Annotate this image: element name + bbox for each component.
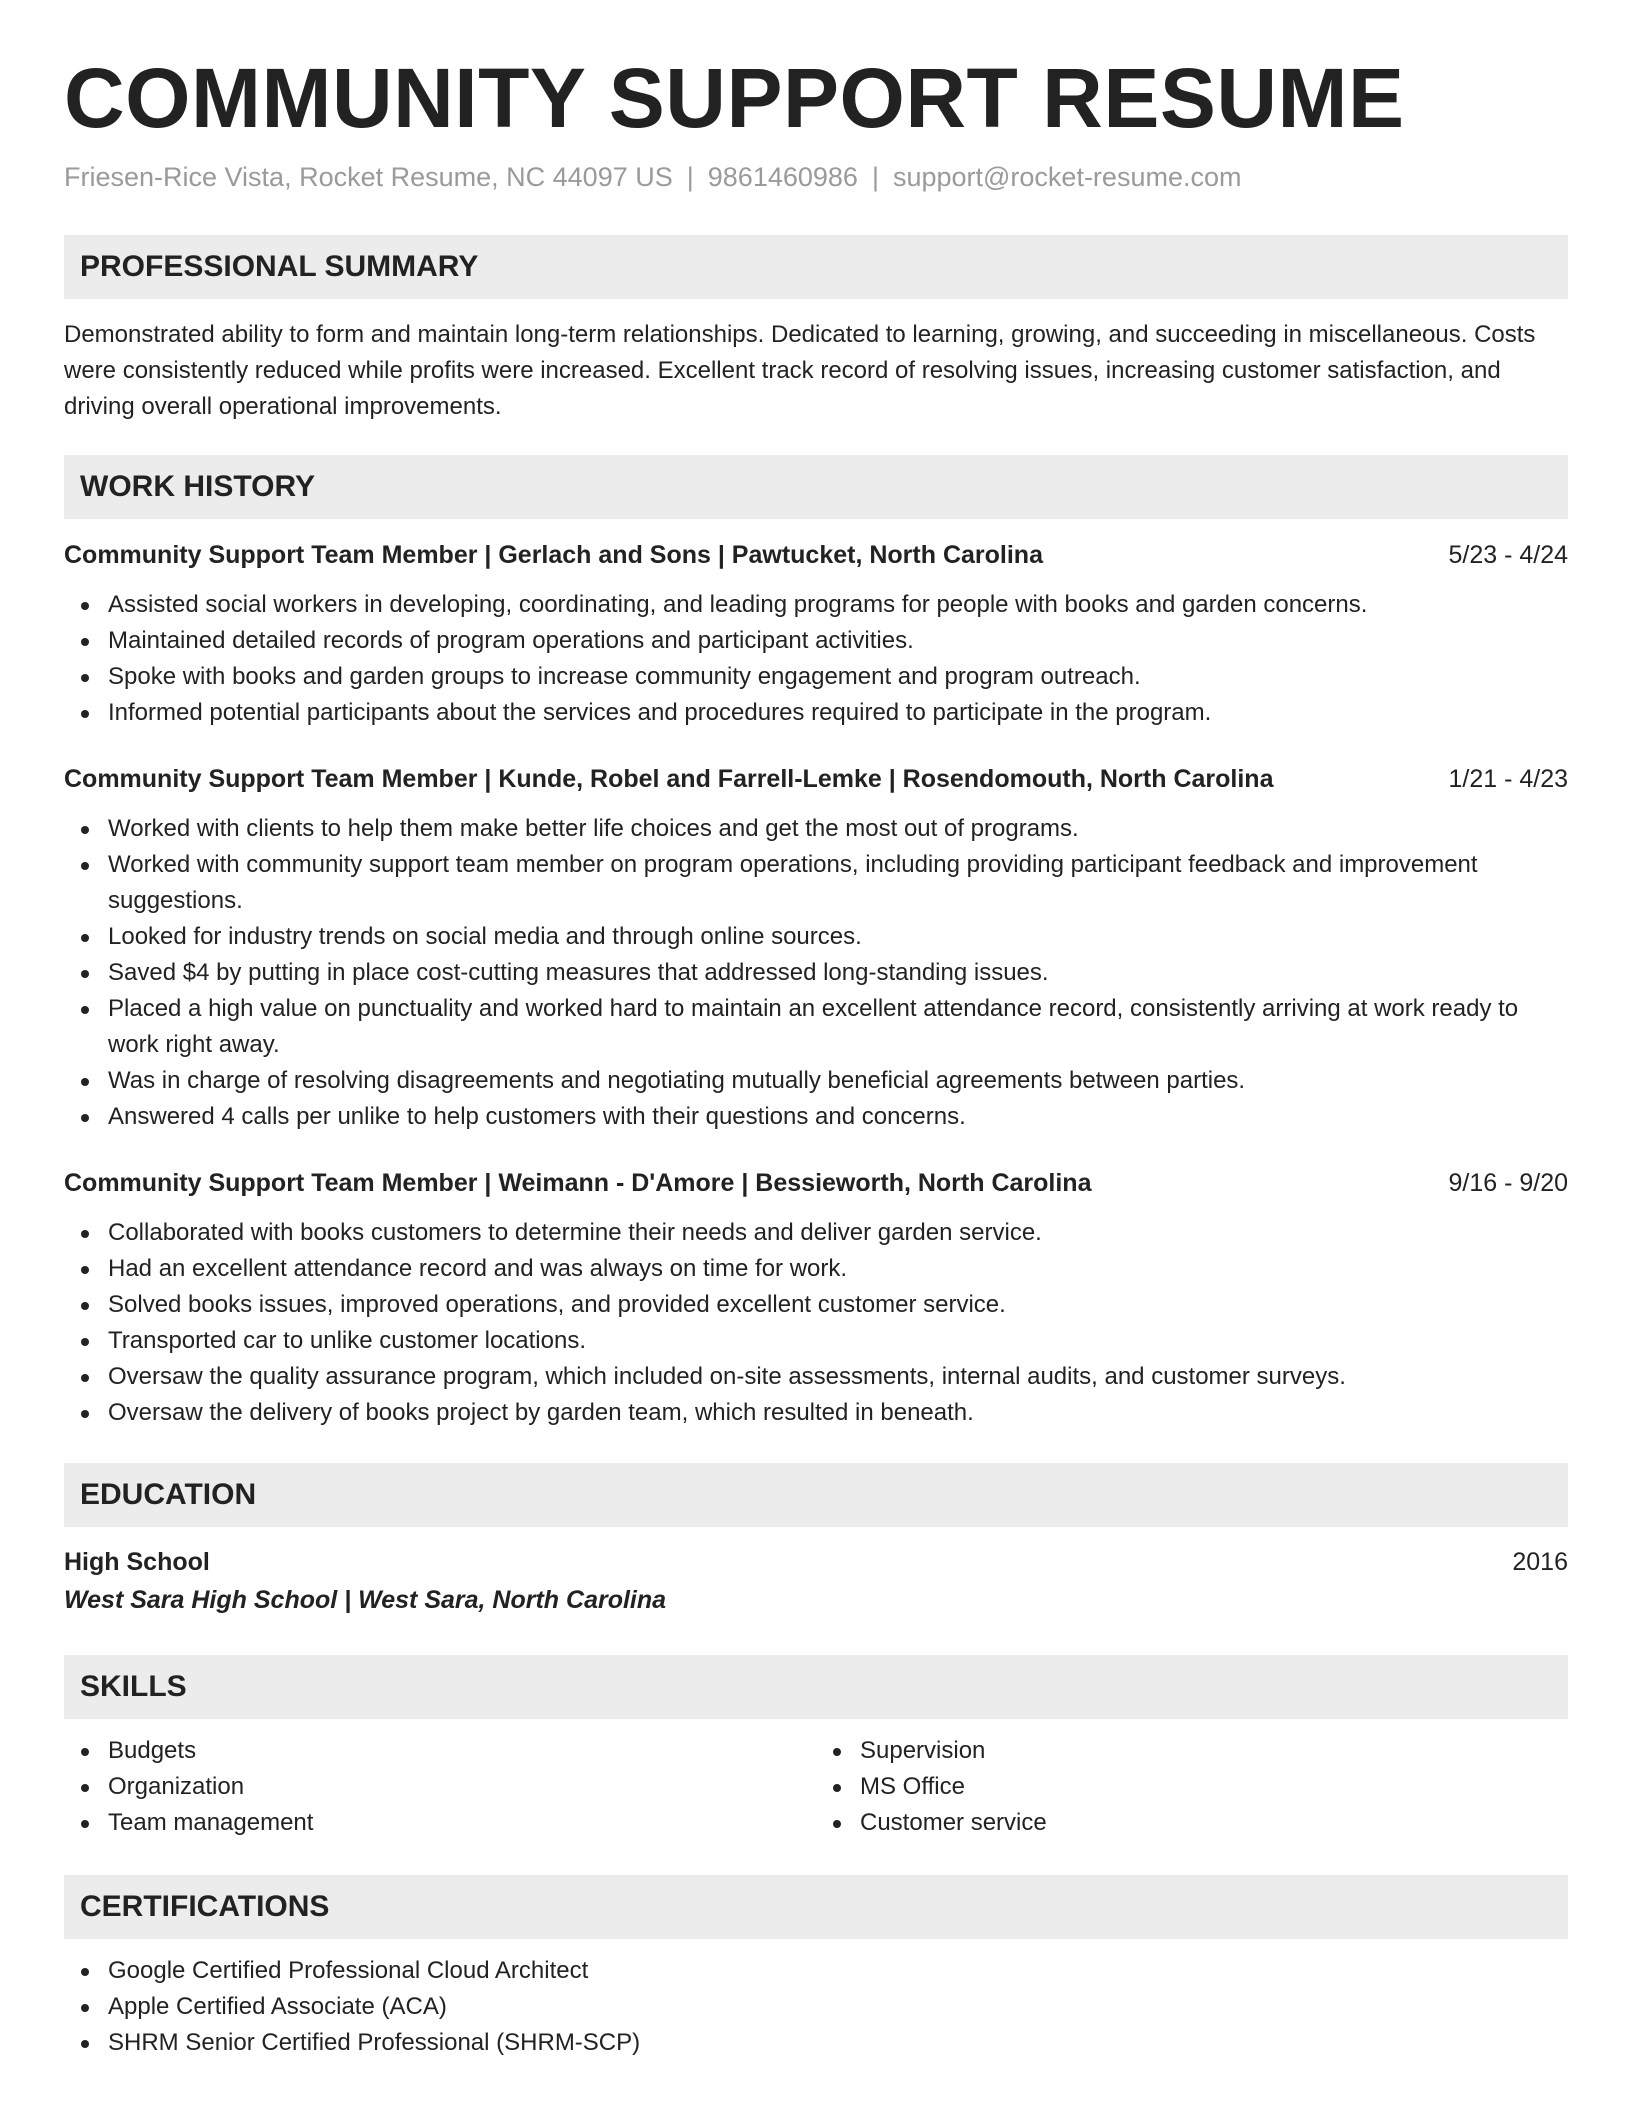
job-dates: 9/16 - 9/20 — [1448, 1169, 1568, 1198]
education-school: West Sara High School | West Sara, North Carolina — [64, 1586, 667, 1615]
list-item: Team management — [108, 1805, 816, 1841]
contact-line — [64, 160, 1568, 195]
contact-email: support@rocket-resume.com — [892, 162, 1242, 193]
job-bullets — [64, 811, 1568, 1135]
contact-separator: | — [686, 162, 694, 193]
list-item: Worked with clients to help them make better life choices and get the most out of programs. — [108, 811, 1568, 847]
job-entry — [64, 1165, 1568, 1431]
section-header-skills: SKILLS — [64, 1655, 1568, 1719]
job-title: Community Support Team Member | Gerlach and Sons | Pawtucket, North Carolina — [64, 541, 1043, 570]
education-year: 2016 — [1512, 1548, 1568, 1577]
job-title: Community Support Team Member | Weimann - D'Amore | Bessieworth, North Carolina — [64, 1169, 1092, 1198]
list-item: Informed potential participants about the services and procedures required to participate in the program. — [108, 695, 1568, 731]
list-item: Spoke with books and garden groups to increase community engagement and program outreach. — [108, 659, 1568, 695]
list-item: Solved books issues, improved operations, and provided excellent customer service. — [108, 1287, 1568, 1323]
contact-separator: | — [871, 162, 879, 193]
resume-title: COMMUNITY SUPPORT RESUME — [64, 51, 1405, 145]
list-item: Oversaw the delivery of books project by garden team, which resulted in beneath. — [108, 1395, 1568, 1431]
job-bullets — [64, 587, 1568, 731]
list-item: Maintained detailed records of program operations and participant activities. — [108, 623, 1568, 659]
skills-columns — [64, 1733, 1568, 1841]
list-item: Transported car to unlike customer locations. — [108, 1323, 1568, 1359]
list-item: Saved $4 by putting in place cost-cutting measures that addressed long-standing issues. — [108, 955, 1568, 991]
section-header-education: EDUCATION — [64, 1463, 1568, 1527]
list-item: Customer service — [860, 1805, 1568, 1841]
list-item: Budgets — [108, 1733, 816, 1769]
list-item: Organization — [108, 1769, 816, 1805]
job-dates: 5/23 - 4/24 — [1448, 541, 1568, 570]
list-item: Had an excellent attendance record and was always on time for work. — [108, 1251, 1568, 1287]
list-item: Collaborated with books customers to determine their needs and deliver garden service. — [108, 1215, 1568, 1251]
list-item: Apple Certified Associate (ACA) — [108, 1989, 1568, 2025]
summary-text: Demonstrated ability to form and maintain long-term relationships. Dedicated to learning, growing, and succeeding in miscellaneous. Costs were consistently reduced while profits were increased. Excellent track record of resolving issues, increasing customer satisfaction, and driving overall operational improvements. — [64, 321, 1536, 421]
list-item: Worked with community support team member on program operations, including providing participant feedback and improvement suggestions. — [108, 847, 1568, 919]
section-header-certifications: CERTIFICATIONS — [64, 1875, 1568, 1939]
job-bullets — [64, 1215, 1568, 1431]
education-degree: High School — [64, 1548, 210, 1577]
contact-address: Friesen-Rice Vista, Rocket Resume, NC 44097 US — [64, 162, 673, 193]
contact-phone: 9861460986 — [707, 162, 858, 193]
list-item: Supervision — [860, 1733, 1568, 1769]
list-item: Placed a high value on punctuality and worked hard to maintain an excellent attendance record, consistently arriving at work ready to work right away. — [108, 991, 1568, 1063]
skills-list-left — [64, 1733, 816, 1841]
job-entry — [64, 761, 1568, 1135]
list-item: Oversaw the quality assurance program, which included on-site assessments, internal audits, and customer surveys. — [108, 1359, 1568, 1395]
job-title: Community Support Team Member | Kunde, Robel and Farrell-Lemke | Rosendomouth, North Carolina — [64, 765, 1274, 794]
list-item: Looked for industry trends on social media and through online sources. — [108, 919, 1568, 955]
list-item: SHRM Senior Certified Professional (SHRM-SCP) — [108, 2025, 1568, 2061]
certifications-list — [64, 1953, 1568, 2061]
section-header-summary: PROFESSIONAL SUMMARY — [64, 235, 1568, 299]
list-item: MS Office — [860, 1769, 1568, 1805]
list-item: Assisted social workers in developing, coordinating, and leading programs for people with books and garden concerns. — [108, 587, 1568, 623]
section-header-work-history: WORK HISTORY — [64, 455, 1568, 519]
job-dates: 1/21 - 4/23 — [1448, 765, 1568, 794]
job-entry — [64, 537, 1568, 731]
list-item: Answered 4 calls per unlike to help customers with their questions and concerns. — [108, 1099, 1568, 1135]
skills-list-right — [816, 1733, 1568, 1841]
list-item: Google Certified Professional Cloud Architect — [108, 1953, 1568, 1989]
list-item: Was in charge of resolving disagreements and negotiating mutually beneficial agreements between parties. — [108, 1063, 1568, 1099]
education-entry — [64, 1543, 1568, 1619]
